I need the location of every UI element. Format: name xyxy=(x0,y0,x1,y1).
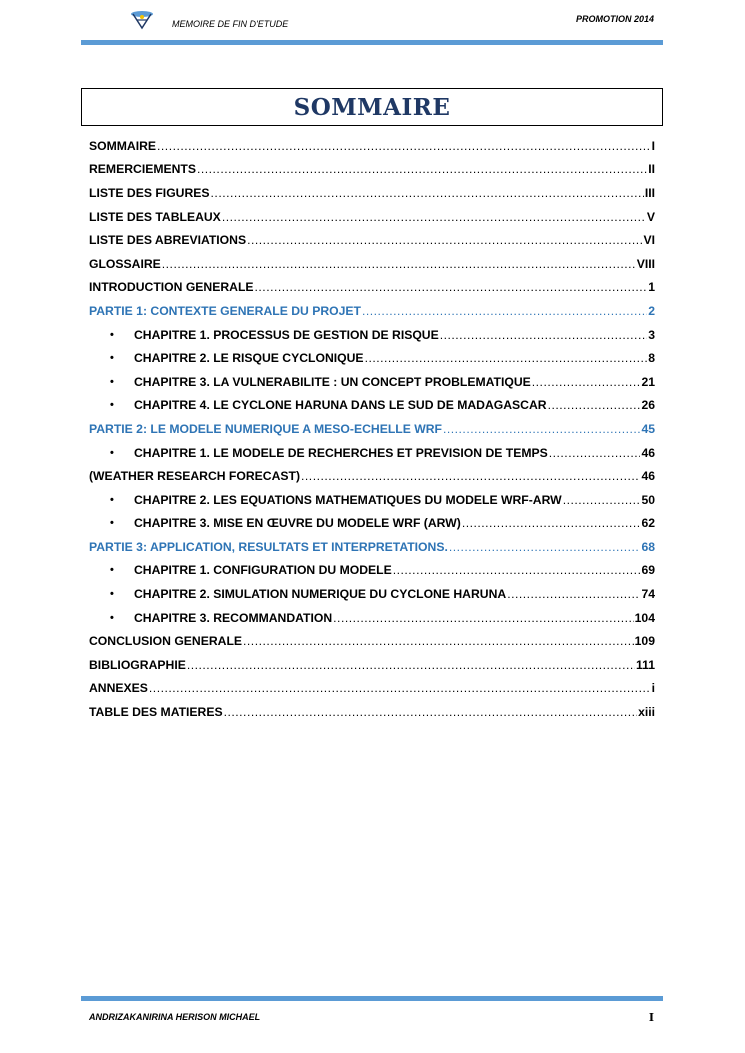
toc-entry[interactable] xyxy=(89,228,655,252)
toc-entry-page: 69 xyxy=(641,563,655,578)
toc-leader-dots xyxy=(157,139,651,153)
toc-entry-page: 109 xyxy=(634,634,655,649)
toc-entry[interactable] xyxy=(89,276,655,300)
toc-entry[interactable] xyxy=(89,394,655,418)
toc-entry-page: VIII xyxy=(636,256,655,271)
toc-entry-page: 111 xyxy=(636,657,655,672)
toc-entry-page: 1 xyxy=(648,280,655,295)
toc-entry[interactable] xyxy=(89,417,655,441)
toc-leader-dots xyxy=(162,257,636,271)
toc-entry-title: CHAPITRE 2. LE RISQUE CYCLONIQUE xyxy=(134,351,364,366)
toc-entry-page: I xyxy=(651,138,655,153)
toc-leader-dots xyxy=(443,422,640,436)
toc-entry[interactable] xyxy=(89,512,655,536)
toc-entry[interactable] xyxy=(89,441,655,465)
toc-leader-dots xyxy=(449,540,641,554)
toc-entry-page: II xyxy=(648,162,655,177)
toc-entry-page: 104 xyxy=(634,610,655,625)
toc-entry[interactable] xyxy=(89,677,655,701)
toc-leader-dots xyxy=(224,705,637,719)
toc-entry-page: 8 xyxy=(648,351,655,366)
toc-entry-page: 46 xyxy=(641,469,655,484)
toc-entry-title: PARTIE 3: APPLICATION, RESULTATS ET INTERPRETATIONS. xyxy=(89,539,448,554)
toc-entry-page: 45 xyxy=(641,421,655,436)
toc-entry-page: i xyxy=(651,681,655,696)
page-title-box xyxy=(81,88,663,126)
toc-entry[interactable] xyxy=(89,346,655,370)
bullet-icon: • xyxy=(110,352,114,365)
header-title: MEMOIRE DE FIN D'ETUDE xyxy=(172,19,289,29)
toc-entry[interactable] xyxy=(89,559,655,583)
toc-leader-dots xyxy=(243,634,634,648)
toc-entry[interactable] xyxy=(89,488,655,512)
toc-leader-dots xyxy=(197,162,647,176)
toc-entry-title: CHAPITRE 3. MISE EN ŒUVRE DU MODELE WRF (ARW) xyxy=(134,516,461,531)
toc-leader-dots xyxy=(187,658,635,672)
toc-entry-title: INTRODUCTION GENERALE xyxy=(89,280,254,295)
toc-entry-title: CHAPITRE 4. LE CYCLONE HARUNA DANS LE SUD DE MADAGASCAR xyxy=(134,398,547,413)
toc-leader-dots xyxy=(365,351,648,365)
toc-entry-title: CHAPITRE 1. PROCESSUS DE GESTION DE RISQUE xyxy=(134,327,439,342)
bullet-icon: • xyxy=(110,399,114,412)
toc-leader-dots xyxy=(393,563,641,577)
bullet-icon: • xyxy=(110,517,114,530)
bullet-icon: • xyxy=(110,564,114,577)
bullet-icon: • xyxy=(110,446,114,459)
toc-entry-title: LISTE DES TABLEAUX xyxy=(89,209,221,224)
footer-author: ANDRIZAKANIRINA HERISON MICHAEL xyxy=(89,1012,261,1022)
toc-leader-dots xyxy=(255,280,648,294)
toc-entry[interactable] xyxy=(89,700,655,724)
toc-entry-title: GLOSSAIRE xyxy=(89,256,161,271)
toc-leader-dots xyxy=(549,446,641,460)
toc-entry-page: 68 xyxy=(641,539,655,554)
bullet-icon: • xyxy=(110,611,114,624)
toc-leader-dots xyxy=(211,186,644,200)
toc-entry[interactable] xyxy=(89,252,655,276)
toc-leader-dots xyxy=(222,210,646,224)
table-of-contents xyxy=(89,134,655,724)
toc-entry-title: (WEATHER RESEARCH FORECAST) xyxy=(89,469,301,484)
toc-entry-title: CHAPITRE 3. LA VULNERABILITE : UN CONCEPT PROBLEMATIQUE xyxy=(134,374,531,389)
toc-entry-page: 74 xyxy=(641,587,655,602)
toc-entry-title: BIBLIOGRAPHIE xyxy=(89,657,186,672)
toc-entry[interactable] xyxy=(89,582,655,606)
toc-leader-dots xyxy=(362,304,647,318)
header-rule xyxy=(81,40,663,45)
toc-entry-page: 62 xyxy=(641,516,655,531)
toc-entry-title: CHAPITRE 3. RECOMMANDATION xyxy=(134,610,333,625)
page-title: SOMMAIRE xyxy=(293,93,451,121)
toc-entry-page: III xyxy=(644,185,655,200)
toc-entry[interactable] xyxy=(89,653,655,677)
toc-entry[interactable] xyxy=(89,464,655,488)
toc-leader-dots xyxy=(440,328,647,342)
toc-entry-title: LISTE DES FIGURES xyxy=(89,185,210,200)
toc-entry-title: PARTIE 2: LE MODELE NUMERIQUE A MESO-ECHELLE WRF xyxy=(89,421,442,436)
toc-entry-title: REMERCIEMENTS xyxy=(89,162,196,177)
toc-leader-dots xyxy=(301,469,640,483)
toc-entry-page: 46 xyxy=(641,445,655,460)
header-promotion: PROMOTION 2014 xyxy=(575,14,654,24)
bullet-icon: • xyxy=(110,493,114,506)
toc-entry-page: 26 xyxy=(641,398,655,413)
toc-entry[interactable] xyxy=(89,606,655,630)
toc-entry-page: 2 xyxy=(648,303,655,318)
footer-page-number: I xyxy=(648,1011,654,1024)
toc-leader-dots xyxy=(462,516,641,530)
toc-entry[interactable] xyxy=(89,205,655,229)
toc-leader-dots xyxy=(563,493,641,507)
toc-entry-page: 21 xyxy=(641,374,655,389)
toc-entry-title: SOMMAIRE xyxy=(89,138,157,153)
toc-entry-title: ANNEXES xyxy=(89,681,148,696)
toc-entry-title: CHAPITRE 2. SIMULATION NUMERIQUE DU CYCLONE HARUNA xyxy=(134,587,507,602)
toc-entry-title: LISTE DES ABREVIATIONS xyxy=(89,233,247,248)
toc-entry-title: CHAPITRE 2. LES EQUATIONS MATHEMATIQUES DU MODELE WRF-ARW xyxy=(134,492,562,507)
toc-leader-dots xyxy=(507,587,640,601)
toc-leader-dots xyxy=(532,375,641,389)
toc-entry-page: V xyxy=(646,209,655,224)
toc-entry-page: VI xyxy=(643,233,655,248)
toc-entry-title: CHAPITRE 1. LE MODELE DE RECHERCHES ET PREVISION DE TEMPS xyxy=(134,445,548,460)
toc-entry-page: 50 xyxy=(641,492,655,507)
bullet-icon: • xyxy=(110,375,114,388)
toc-entry[interactable] xyxy=(89,629,655,653)
toc-entry[interactable] xyxy=(89,134,655,158)
toc-entry[interactable] xyxy=(89,370,655,394)
toc-entry[interactable] xyxy=(89,158,655,182)
toc-entry[interactable] xyxy=(89,323,655,347)
toc-entry-title: CONCLUSION GENERALE xyxy=(89,634,243,649)
toc-entry-title: PARTIE 1: CONTEXTE GENERALE DU PROJET xyxy=(89,303,361,318)
bullet-icon: • xyxy=(110,328,114,341)
toc-entry[interactable] xyxy=(89,181,655,205)
toc-leader-dots xyxy=(333,611,633,625)
toc-entry-title: TABLE DES MATIERES xyxy=(89,705,223,720)
footer-rule xyxy=(81,996,663,1001)
toc-entry[interactable] xyxy=(89,299,655,323)
toc-leader-dots xyxy=(247,233,642,247)
toc-leader-dots xyxy=(548,398,641,412)
toc-leader-dots xyxy=(149,681,651,695)
university-logo-icon xyxy=(128,8,156,30)
bullet-icon: • xyxy=(110,588,114,601)
toc-entry-page: 3 xyxy=(648,327,655,342)
toc-entry-page: xiii xyxy=(638,705,655,720)
toc-entry[interactable] xyxy=(89,535,655,559)
toc-entry-title: CHAPITRE 1. CONFIGURATION DU MODELE xyxy=(134,563,392,578)
